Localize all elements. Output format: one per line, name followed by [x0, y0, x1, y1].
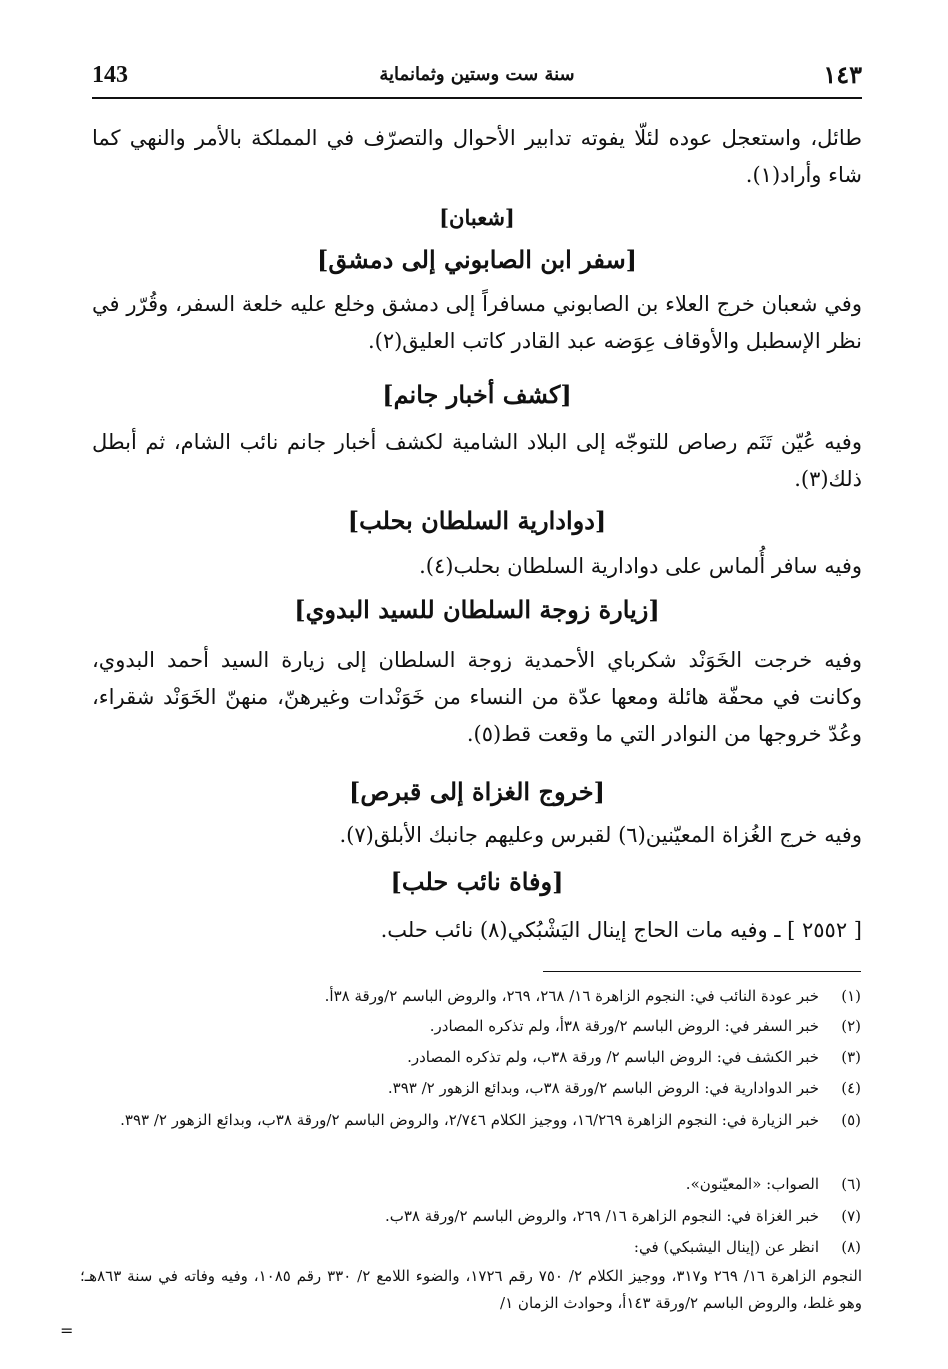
footnote-2	[91, 1014, 861, 1039]
footnote-text: خبر عودة النائب في: النجوم الزاهرة ١٦/ ٢٦٨، ٢٦٩، والروض الباسم ٢/ورقة ٣٨أ.	[324, 987, 819, 1005]
footnote-8-continuation: النجوم الزاهرة ١٦/ ٢٦٩ و٣١٧، ووجيز الكلام ٢/ ٧٥٠ رقم ١٧٢٦، والضوء اللامع ٢/ ٣٣٠ رقم ١٠٨٥، وفيه وفاته في سنة ٨٦٣هـ؛ وهو غلط، والروض الباسم ٢/ورقة ١٤٣أ، وحوادث الزمان ١/	[80, 1267, 863, 1312]
footnote-3	[91, 1045, 861, 1070]
heading-month: [شعبان]	[439, 205, 515, 230]
footnote-number: (٣)	[841, 1048, 861, 1066]
footnote-5	[91, 1108, 861, 1133]
page-number-arabic: ١٤٣	[823, 60, 862, 89]
paragraph-2: وفي شعبان خرج العلاء بن الصابوني مسافراً إلى دمشق وخلع عليه خلعة السفر، وقُرّر في نظر الإسطبل والأوقاف عِوَضه عبد القادر كاتب العليق(٢).	[92, 292, 862, 353]
footnote-number: (٤)	[841, 1079, 861, 1097]
footnote-separator	[543, 971, 861, 972]
heading-section-1: [سفر ابن الصابوني إلى دمشق]	[316, 245, 638, 274]
page-number-latin: 143	[92, 62, 128, 88]
footnote-text: الصواب: «المعيّنون».	[685, 1175, 819, 1193]
heading-section-3: [دوادارية السلطان بحلب]	[347, 506, 607, 535]
footnote-text: خبر الغزاة في: النجوم الزاهرة ١٦/ ٢٦٩، والروض الباسم ٢/ورقة ٣٨ب.	[384, 1207, 819, 1225]
footnote-6	[91, 1172, 861, 1197]
paragraph-6: وفيه خرج الغُزاة المعيّنين(٦) لقبرس وعليهم جانبك الأبلق(٧).	[339, 823, 862, 847]
footnote-1	[91, 984, 861, 1009]
footnote-text: خبر الكشف في: الروض الباسم ٢/ ورقة ٣٨ب، ولم تذكره المصادر.	[407, 1048, 819, 1066]
footnote-number: (٥)	[841, 1111, 861, 1129]
footnote-text: خبر السفر في: الروض الباسم ٢/ورقة ٣٨أ، ولم تذكره المصادر.	[429, 1017, 819, 1035]
paragraph-4: وفيه سافر أُلماس على دوادارية السلطان بحلب(٤).	[419, 554, 862, 578]
footnote-text: خبر الدوادارية في: الروض الباسم ٢/ورقة ٣٨ب، وبدائع الزهور ٢/ ٣٩٣.	[387, 1079, 819, 1097]
paragraph-1: طائل، واستعجل عوده لئلّا يفوته تدابير الأحوال والتصرّف في المملكة بالأمر والنهي كما شاء وأراد(١).	[92, 126, 862, 187]
footnote-number: (١)	[841, 987, 861, 1005]
paragraph-3: وفيه عُيّن تَنَم رصاص للتوجّه إلى البلاد الشامية لكشف أخبار جانم نائب الشام، ثم أبطل ذلك(٣).	[92, 430, 862, 491]
footnote-number: (٨)	[841, 1238, 861, 1256]
footnote-4	[91, 1076, 861, 1101]
heading-section-5: [خروج الغزاة إلى قبرص]	[349, 777, 605, 806]
heading-section-2: [كشف أخبار جانم]	[382, 380, 572, 409]
running-title: سنة ست وستين وثمانماية	[379, 64, 575, 85]
footnote-number: (٢)	[841, 1017, 861, 1035]
heading-section-4: [زيارة زوجة السلطان للسيد البدوي]	[294, 595, 660, 624]
paragraph-7: [ ٢٥٥٢ ] ـ وفيه مات الحاج إينال اليَشْبُكي(٨) نائب حلب.	[380, 918, 862, 942]
footnote-number: (٧)	[841, 1207, 861, 1225]
footnote-8	[91, 1235, 861, 1260]
footnote-7	[91, 1204, 861, 1229]
paragraph-5: وفيه خرجت الخَوَنْد شكرباي الأحمدية زوجة السلطان إلى زيارة السيد أحمد البدوي، وكانت في محفّة هائلة ومعها عدّة من النساء من خَوَنْدات وغيرهنّ، منهنّ الخَوَنْد شقراء، وعُدّ خروجها من النوادر التي ما وقعت قط(٥).	[92, 648, 862, 746]
footnote-text: خبر الزيارة في: النجوم الزاهرة ١٦/٢٦٩، ووجيز الكلام ٢/٧٤٦، والروض الباسم ٢/ورقة ٣٨ب، وبدائع الزهور ٢/ ٣٩٣.	[120, 1111, 819, 1129]
page-header	[92, 58, 862, 96]
continuation-mark: =	[60, 1321, 74, 1340]
heading-section-6: [وفاة نائب حلب]	[390, 867, 564, 896]
footnote-number: (٦)	[841, 1175, 861, 1193]
footnote-text: انظر عن (إينال اليشبكي) في:	[633, 1238, 819, 1256]
header-rule	[92, 97, 862, 99]
